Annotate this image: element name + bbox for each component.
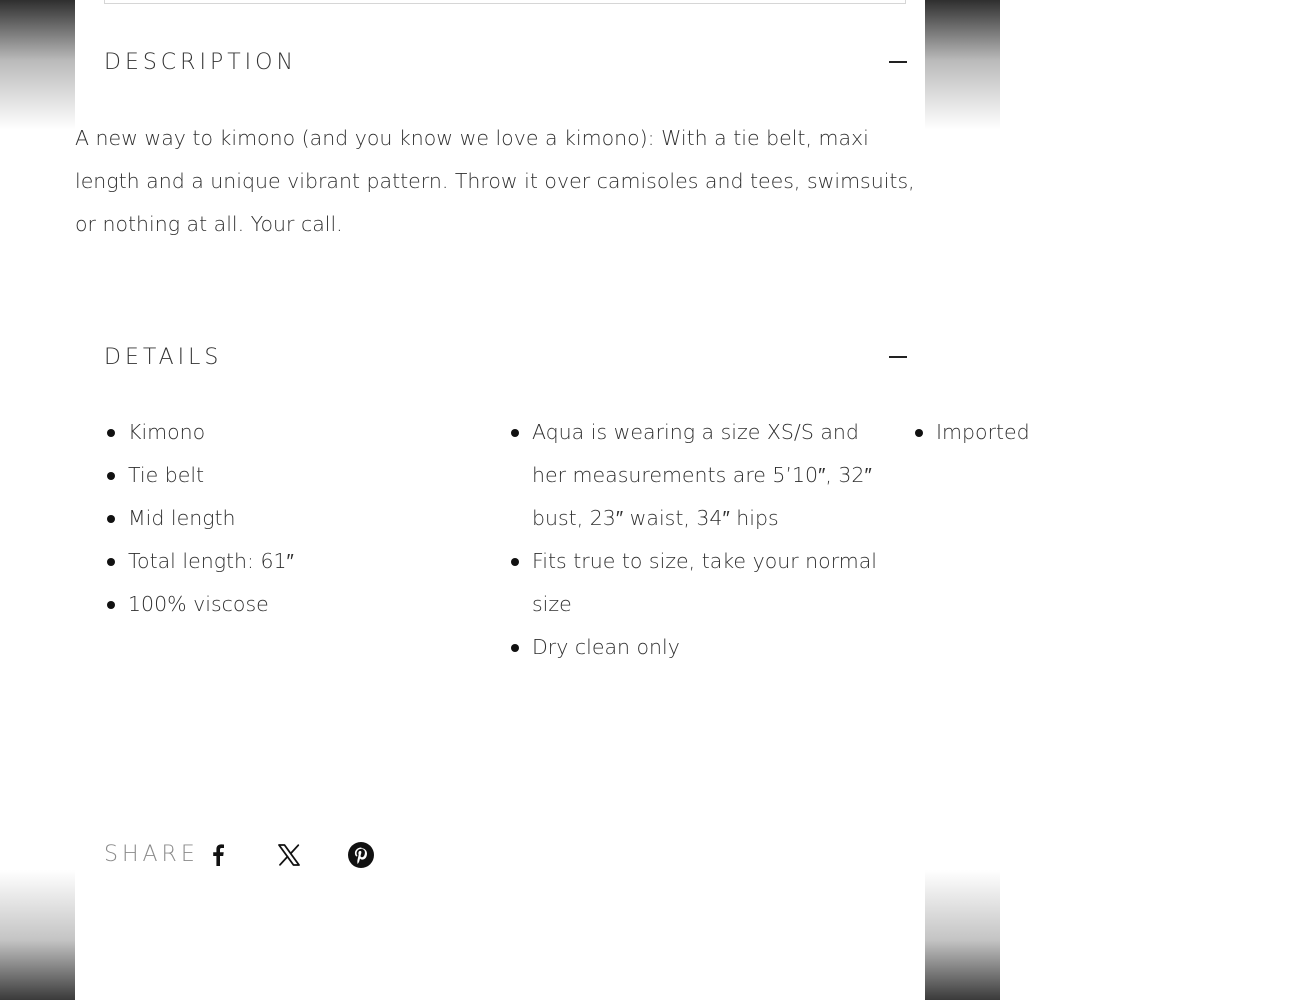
bullet-dot xyxy=(511,644,519,652)
pinterest-icon[interactable] xyxy=(346,838,376,872)
bullet-dot xyxy=(915,429,923,437)
share-row xyxy=(104,838,504,874)
list-item: Kimono xyxy=(128,411,494,454)
product-info-panel xyxy=(75,0,1030,1000)
collapse-minus-icon[interactable] xyxy=(889,61,907,63)
facebook-icon[interactable] xyxy=(203,838,233,872)
list-item: Total length: 61″ xyxy=(128,540,494,583)
bullet-dot xyxy=(107,429,115,437)
list-item: Imported xyxy=(936,411,1302,454)
list-item: Aqua is wearing a size XS/S and her measurements are 5’10″, 32″ bust, 23″ waist, 34″ hips xyxy=(532,411,898,540)
share-label: SHARE xyxy=(104,842,199,867)
bullet-dot xyxy=(107,472,115,480)
bullet-dot xyxy=(107,601,115,609)
bullet-dot xyxy=(107,558,115,566)
list-item: 100% viscose xyxy=(128,583,494,626)
bullet-dot xyxy=(511,429,519,437)
list-item: Dry clean only xyxy=(532,626,898,669)
description-accordion-header[interactable] xyxy=(104,48,907,78)
bullet-dot xyxy=(107,515,115,523)
list-item: Mid length xyxy=(128,497,494,540)
description-text: A new way to kimono (and you know we love a kimono): With a tie belt, maxi length and a unique vibrant pattern. Throw it over camisoles and tees, swimsuits, or nothing at all. Your call. xyxy=(75,126,915,236)
details-list xyxy=(128,411,1030,711)
previous-section-border xyxy=(104,0,906,4)
collapse-minus-icon[interactable] xyxy=(889,356,907,358)
details-accordion-header[interactable] xyxy=(104,343,907,373)
x-icon[interactable] xyxy=(274,838,304,872)
details-title: DETAILS xyxy=(104,345,223,370)
description-title: DESCRIPTION xyxy=(104,50,297,75)
list-item: Fits true to size, take your normal size xyxy=(532,540,898,626)
list-item: Tie belt xyxy=(128,454,494,497)
bullet-dot xyxy=(511,558,519,566)
